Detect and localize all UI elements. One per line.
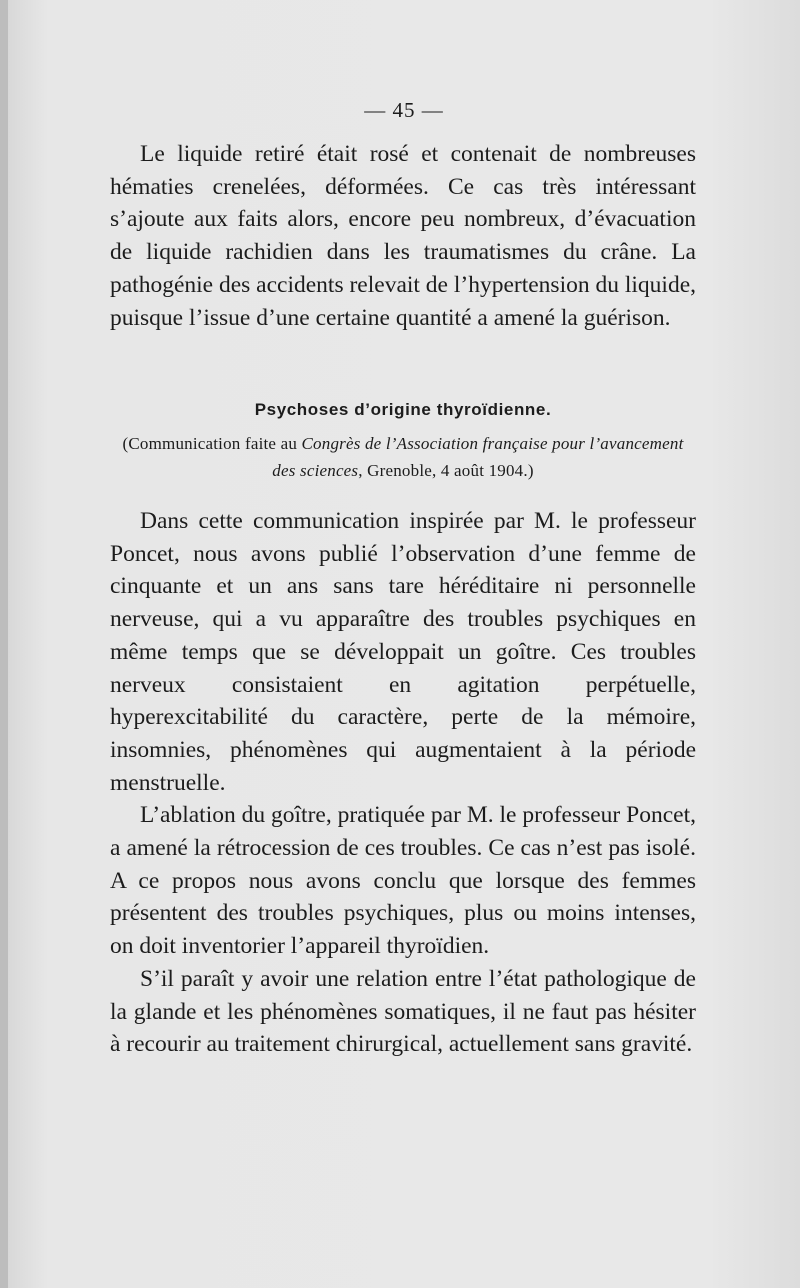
subtitle-congress-name: Congrès de l’Association française pour l’avancement des sciences xyxy=(272,434,684,480)
section-title: Psychoses d’origine thyroïdienne. xyxy=(254,400,552,419)
paragraph: S’il paraît y avoir une relation entre l’état pathologique de la glande et les phénomènes somatiques, il ne faut pas hésiter à recourir au traitement chirurgical, actuellement sans gravité. xyxy=(110,965,696,1058)
paragraph: L’ablation du goître, pratiquée par M. le professeur Poncet, a amené la rétrocession de ces troubles. Ce cas n’est pas isolé. A ce propos nous avons conclu que lorsque des femmes présentent des troubles psychiques, plus ou moins intenses, on doit inventorier l’appareil thyroïdien. xyxy=(110,802,696,960)
section-heading xyxy=(110,398,696,484)
subtitle-open: (Communication faite au xyxy=(122,434,302,453)
opening-text-block xyxy=(110,138,696,334)
page-number: — 45 — xyxy=(364,98,444,122)
section-subtitle xyxy=(110,430,696,484)
subtitle-close: , Grenoble, 4 août 1904.) xyxy=(358,461,534,480)
paragraph: Dans cette communication inspirée par M. le professeur Poncet, nous avons publié l’observation d’une femme de cinquante et un ans sans tare héréditaire ni personnelle nerveuse, qui a vu apparaître des troubles psychiques en même temps que se développait un goître. Ces troubles nerveux consistaient en agitation perpétuelle, hyperexcitabilité du caractère, perte de la mémoire, insomnies, phénomènes qui augmentaient à la période menstruelle. xyxy=(110,508,696,796)
paragraph: Le liquide retiré était rosé et contenait de nombreuses hématies crenelées, déformées. Ce cas très intéressant s’ajoute aux faits alors, encore peu nombreux, d’évacuation de liquide rachidien dans les traumatismes du crâne. La pathogénie des accidents relevait de l’hypertension du liquide, puisque l’issue d’une certaine quantité a amené la guérison. xyxy=(110,141,696,331)
scan-left-margin xyxy=(0,0,8,1288)
book-page xyxy=(8,0,800,1288)
body-text-block xyxy=(110,505,696,1061)
